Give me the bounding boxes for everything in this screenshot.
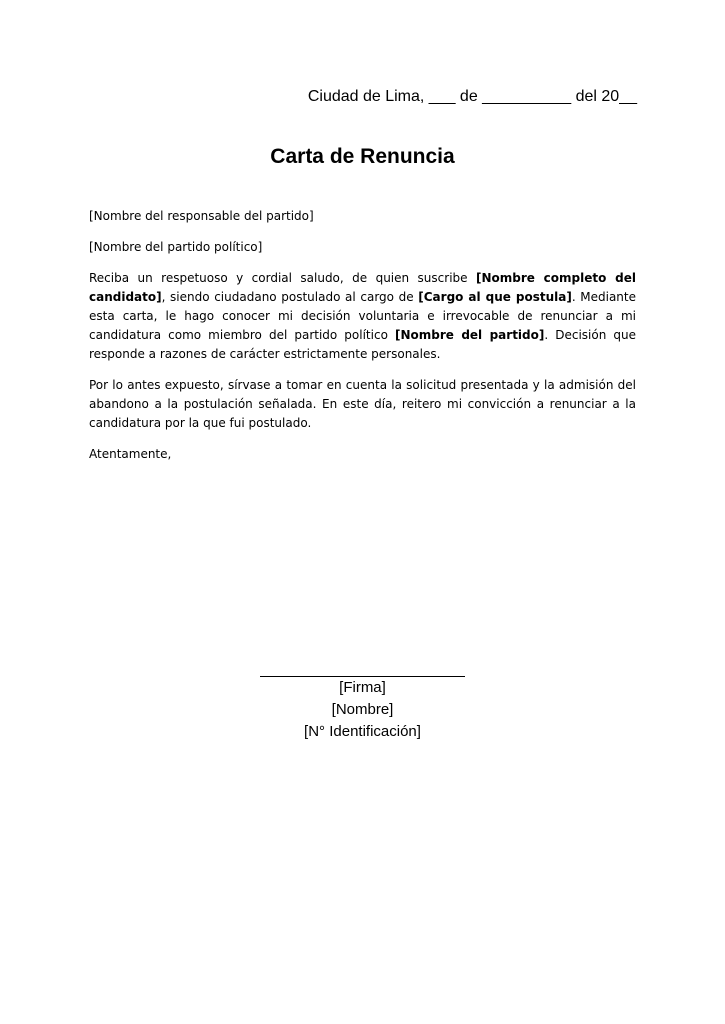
paragraph-intro [89,269,636,364]
signature-nombre: [Nombre] [331,701,394,718]
position-placeholder: [Cargo al que postula] [418,290,572,304]
intro-text-2: , siendo ciudadano postulado al cargo de [161,290,419,304]
signature-block [0,660,725,743]
date-line: Ciudad de Lima, ___ de __________ del 20__ [307,88,637,105]
intro-text-3: . Mediante esta carta, le hago conocer mi decisión voluntaria e irrevocable de renunciar a mi candidatura como miembro del partido político [89,290,636,342]
party-name-placeholder: [Nombre del partido] [394,328,545,342]
recipient-party: [Nombre del partido político] [89,240,263,254]
recipient-name: [Nombre del responsable del partido] [89,209,314,223]
signature-line [260,660,465,677]
candidate-name-placeholder: [Nombre completo del candidato] [89,271,636,304]
page-title: Carta de Renuncia [270,145,455,168]
closing: Atentamente, [89,447,172,461]
paragraph-request: Por lo antes expuesto, sírvase a tomar en cuenta la solicitud presentada y la admisión del abandono a la postulación señalada. En este día, reitero mi convicción a renunciar a la candidatura por la que fui postulado. [89,378,636,430]
intro-text-4: . Decisión que responde a razones de carácter estrictamente personales. [89,328,637,361]
signature-firma: [Firma] [339,679,386,696]
letter-body [89,207,636,476]
signature-id: [N° Identificación] [304,723,421,740]
intro-text-1: Reciba un respetuoso y cordial saludo, de quien suscribe [89,271,476,285]
